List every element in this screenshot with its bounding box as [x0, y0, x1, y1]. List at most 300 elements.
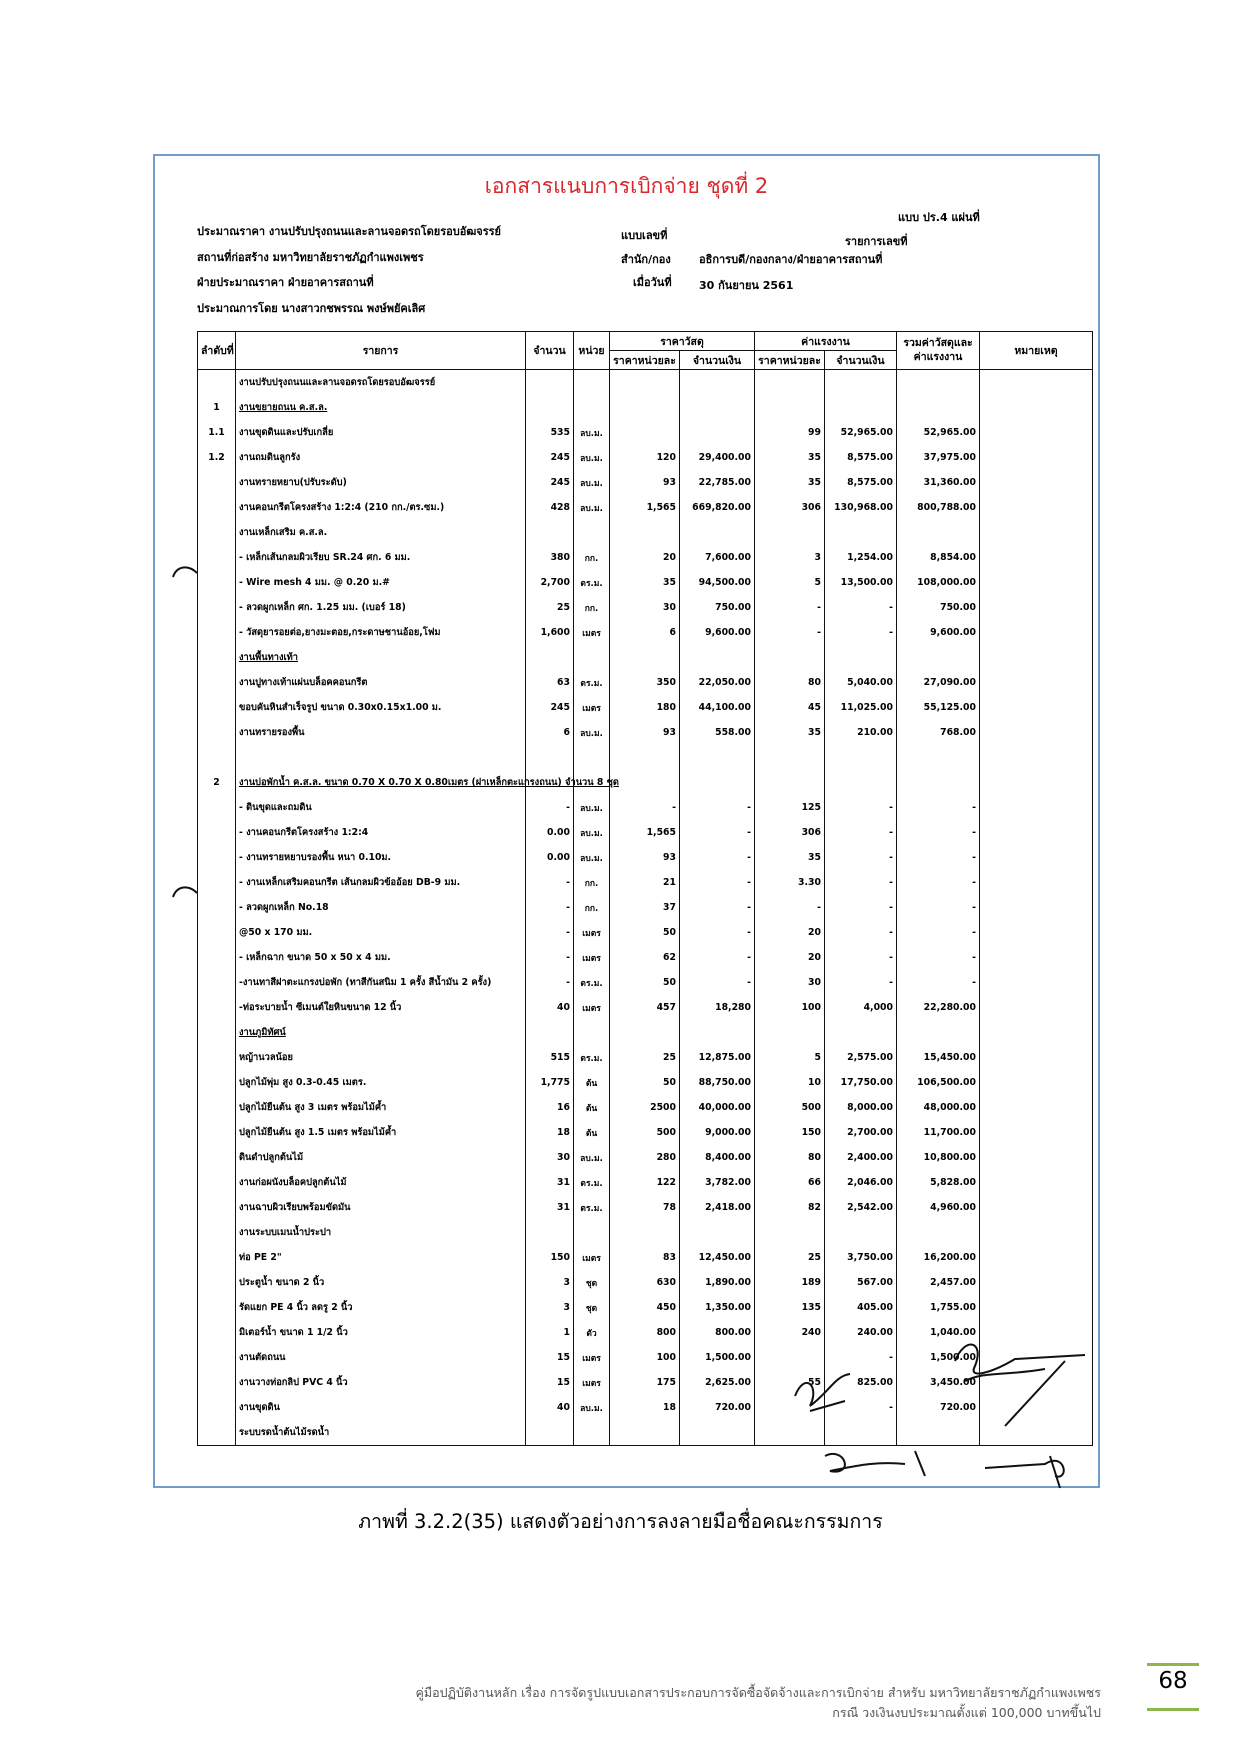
row-unit: ตร.ม.	[574, 1195, 610, 1220]
row-labor-amount: -	[825, 620, 897, 645]
row-material-unit-price	[610, 370, 680, 396]
row-remark	[980, 695, 1093, 720]
row-material-amount: 22,785.00	[680, 470, 755, 495]
col-header-labor-unit-price: ราคาหน่วยละ	[755, 351, 825, 370]
row-remark	[980, 1045, 1093, 1070]
row-number	[198, 1045, 236, 1070]
row-remark	[980, 420, 1093, 445]
row-number	[198, 845, 236, 870]
row-unit: ชุด	[574, 1270, 610, 1295]
row-remark	[980, 920, 1093, 945]
row-material-unit-price: 6	[610, 620, 680, 645]
row-material-unit-price: 2500	[610, 1095, 680, 1120]
row-labor-unit-price: 306	[755, 495, 825, 520]
row-total: -	[897, 945, 980, 970]
table-row	[198, 1170, 1093, 1195]
row-remark	[980, 795, 1093, 820]
row-number: 1.2	[198, 445, 236, 470]
row-material-unit-price: 83	[610, 1245, 680, 1270]
scanned-document-frame	[153, 154, 1100, 1488]
row-remark	[980, 1145, 1093, 1170]
row-unit: เมตร	[574, 695, 610, 720]
row-remark	[980, 1170, 1093, 1195]
item-number-label: รายการเลขที่	[845, 235, 908, 248]
table-row	[198, 595, 1093, 620]
row-material-unit-price	[610, 645, 680, 670]
row-labor-unit-price: 82	[755, 1195, 825, 1220]
row-material-unit-price: 20	[610, 545, 680, 570]
row-labor-unit-price: 10	[755, 1070, 825, 1095]
row-material-unit-price	[610, 1220, 680, 1245]
row-item-description: งานคอนกรีตโครงสร้าง 1:2:4 (210 กก./ตร.ซม.)	[236, 495, 526, 520]
table-row	[198, 1145, 1093, 1170]
table-row	[198, 520, 1093, 545]
row-material-unit-price: 630	[610, 1270, 680, 1295]
row-total: 2,457.00	[897, 1270, 980, 1295]
row-material-amount: 800.00	[680, 1320, 755, 1345]
row-remark	[980, 620, 1093, 645]
page-number-top-rule	[1147, 1663, 1199, 1666]
estimate-department: ฝ่ายประมาณราคา ฝ่ายอาคารสถานที่	[197, 276, 374, 289]
row-item-description: งานปูทางเท้าแผ่นบล็อคคอนกรีต	[236, 670, 526, 695]
row-quantity: 30	[526, 1145, 574, 1170]
row-labor-unit-price: 99	[755, 420, 825, 445]
date-label: เมื่อวันที่	[633, 276, 672, 289]
row-labor-amount: -	[825, 1345, 897, 1370]
row-labor-unit-price: 80	[755, 670, 825, 695]
row-total: 48,000.00	[897, 1095, 980, 1120]
row-number	[198, 1295, 236, 1320]
row-material-unit-price: 93	[610, 470, 680, 495]
row-item-description: - เหล็กฉาก ขนาด 50 x 50 x 4 มม.	[236, 945, 526, 970]
row-unit: ลบ.ม.	[574, 470, 610, 495]
row-labor-amount: -	[825, 1395, 897, 1420]
row-number	[198, 1120, 236, 1145]
row-total: -	[897, 820, 980, 845]
row-total: -	[897, 895, 980, 920]
row-material-amount: 94,500.00	[680, 570, 755, 595]
row-number	[198, 1195, 236, 1220]
row-item-description: - ลวดผูกเหล็ก No.18	[236, 895, 526, 920]
row-number	[198, 745, 236, 770]
row-number	[198, 695, 236, 720]
row-number	[198, 1270, 236, 1295]
row-item-description: ดินดำปลูกต้นไม้	[236, 1145, 526, 1170]
table-row	[198, 1045, 1093, 1070]
row-remark	[980, 870, 1093, 895]
row-remark	[980, 495, 1093, 520]
row-number	[198, 1070, 236, 1095]
row-number	[198, 1095, 236, 1120]
row-number: 2	[198, 770, 236, 795]
row-material-unit-price: 350	[610, 670, 680, 695]
row-labor-unit-price	[755, 645, 825, 670]
row-item-description: งานระบบเมนน้ำประปา	[236, 1220, 526, 1245]
row-material-amount: 9,000.00	[680, 1120, 755, 1145]
row-unit: ต้น	[574, 1120, 610, 1145]
row-remark	[980, 470, 1093, 495]
table-row	[198, 420, 1093, 445]
row-item-description: - ลวดผูกเหล็ก ศก. 1.25 มม. (เบอร์ 18)	[236, 595, 526, 620]
row-labor-unit-price: 35	[755, 720, 825, 745]
row-quantity	[526, 370, 574, 396]
row-number	[198, 795, 236, 820]
row-total: -	[897, 795, 980, 820]
row-labor-unit-price: 135	[755, 1295, 825, 1320]
row-labor-unit-price: 20	[755, 920, 825, 945]
row-material-unit-price: 35	[610, 570, 680, 595]
row-labor-unit-price: 100	[755, 995, 825, 1020]
row-material-unit-price: 280	[610, 1145, 680, 1170]
row-quantity: 6	[526, 720, 574, 745]
row-number	[198, 820, 236, 845]
row-quantity: 2,700	[526, 570, 574, 595]
row-material-amount: 44,100.00	[680, 695, 755, 720]
row-remark	[980, 745, 1093, 770]
row-unit	[574, 370, 610, 396]
row-quantity: 428	[526, 495, 574, 520]
row-quantity: 40	[526, 1395, 574, 1420]
table-row	[198, 1295, 1093, 1320]
row-labor-unit-price	[755, 1420, 825, 1446]
row-item-description: งานขุดดิน	[236, 1395, 526, 1420]
row-number	[198, 970, 236, 995]
row-unit	[574, 745, 610, 770]
row-unit: ตัว	[574, 1320, 610, 1345]
row-labor-unit-price: 55	[755, 1370, 825, 1395]
row-material-amount: 22,050.00	[680, 670, 755, 695]
row-labor-unit-price: 30	[755, 970, 825, 995]
row-unit	[574, 645, 610, 670]
row-quantity: 31	[526, 1170, 574, 1195]
row-unit: เมตร	[574, 1245, 610, 1270]
row-remark	[980, 820, 1093, 845]
row-number	[198, 1420, 236, 1446]
row-material-unit-price: -	[610, 795, 680, 820]
row-material-amount: 1,500.00	[680, 1345, 755, 1370]
row-total: 8,854.00	[897, 545, 980, 570]
row-labor-amount: 11,025.00	[825, 695, 897, 720]
row-quantity	[526, 395, 574, 420]
row-quantity: 0.00	[526, 845, 574, 870]
row-remark	[980, 520, 1093, 545]
row-material-unit-price: 175	[610, 1370, 680, 1395]
row-quantity: -	[526, 970, 574, 995]
row-labor-amount	[825, 1220, 897, 1245]
row-material-amount: 720.00	[680, 1395, 755, 1420]
col-header-remark: หมายเหตุ	[980, 332, 1093, 370]
row-quantity: 3	[526, 1270, 574, 1295]
row-material-unit-price	[610, 420, 680, 445]
row-material-amount: -	[680, 895, 755, 920]
row-material-unit-price	[610, 395, 680, 420]
date-value: 30 กันยายน 2561	[699, 279, 794, 292]
footer-line-2: กรณี วงเงินงบประมาณตั้งแต่ 100,000 บาทขึ้นไป	[832, 1705, 1101, 1720]
row-labor-amount	[825, 520, 897, 545]
row-material-amount: -	[680, 970, 755, 995]
row-number	[198, 1170, 236, 1195]
row-material-unit-price: 62	[610, 945, 680, 970]
row-labor-amount: 13,500.00	[825, 570, 897, 595]
row-item-description: - เหล็กเส้นกลมผิวเรียบ SR.24 ศก. 6 มม.	[236, 545, 526, 570]
row-item-description: งานภูมิทัศน์	[236, 1020, 526, 1045]
table-row	[198, 820, 1093, 845]
table-row	[198, 1195, 1093, 1220]
row-item-description: @50 x 170 มม.	[236, 920, 526, 945]
row-number	[198, 645, 236, 670]
row-unit: ลบ.ม.	[574, 795, 610, 820]
row-labor-unit-price: 3.30	[755, 870, 825, 895]
row-number	[198, 670, 236, 695]
row-total	[897, 645, 980, 670]
row-material-unit-price: 50	[610, 920, 680, 945]
row-material-amount: 2,418.00	[680, 1195, 755, 1220]
row-labor-amount: -	[825, 820, 897, 845]
row-material-amount	[680, 645, 755, 670]
col-header-material: ราคาวัสดุ	[610, 332, 755, 351]
row-item-description: งานพื้นทางเท้า	[236, 645, 526, 670]
row-total	[897, 520, 980, 545]
row-quantity	[526, 1220, 574, 1245]
row-total	[897, 1220, 980, 1245]
row-number: 1	[198, 395, 236, 420]
row-total: 750.00	[897, 595, 980, 620]
row-item-description: - ดินขุดและถมดิน	[236, 795, 526, 820]
row-material-unit-price: 1,565	[610, 820, 680, 845]
row-labor-amount	[825, 645, 897, 670]
row-material-amount	[680, 770, 755, 795]
row-number	[198, 1345, 236, 1370]
table-row	[198, 995, 1093, 1020]
row-total: 11,700.00	[897, 1120, 980, 1145]
row-labor-amount: 8,000.00	[825, 1095, 897, 1120]
row-total: 768.00	[897, 720, 980, 745]
row-labor-unit-price: 240	[755, 1320, 825, 1345]
row-labor-unit-price: 306	[755, 820, 825, 845]
row-total: 9,600.00	[897, 620, 980, 645]
table-row	[198, 645, 1093, 670]
table-row	[198, 370, 1093, 396]
row-labor-amount: -	[825, 845, 897, 870]
row-unit: ลบ.ม.	[574, 1145, 610, 1170]
row-item-description: ระบบรดน้ำต้นไม้รดน้ำ	[236, 1420, 526, 1446]
row-material-amount: 40,000.00	[680, 1095, 755, 1120]
row-total: 15,450.00	[897, 1045, 980, 1070]
bill-of-quantities-table	[197, 331, 1093, 1446]
col-header-qty: จำนวน	[526, 332, 574, 370]
row-remark	[980, 845, 1093, 870]
page-number-bottom-rule	[1147, 1708, 1199, 1711]
row-item-description: ขอบคันหินสำเร็จรูป ขนาด 0.30x0.15x1.00 ม.	[236, 695, 526, 720]
row-material-unit-price: 78	[610, 1195, 680, 1220]
row-quantity: 40	[526, 995, 574, 1020]
row-number	[198, 945, 236, 970]
row-remark	[980, 1245, 1093, 1270]
row-unit	[574, 395, 610, 420]
row-remark	[980, 1120, 1093, 1145]
row-remark	[980, 670, 1093, 695]
row-labor-amount: -	[825, 945, 897, 970]
row-material-amount: 558.00	[680, 720, 755, 745]
row-material-unit-price	[610, 1420, 680, 1446]
row-labor-unit-price: 35	[755, 445, 825, 470]
row-unit: เมตร	[574, 945, 610, 970]
row-quantity: 18	[526, 1120, 574, 1145]
row-material-amount	[680, 1420, 755, 1446]
row-quantity: 1,775	[526, 1070, 574, 1095]
row-item-description: ประตูน้ำ ขนาด 2 นิ้ว	[236, 1270, 526, 1295]
row-quantity: 380	[526, 545, 574, 570]
row-item-description: -ท่อระบายน้ำ ซีเมนต์ใยหินขนาด 12 นิ้ว	[236, 995, 526, 1020]
row-item-description: งานขุดดินและปรับเกลี่ย	[236, 420, 526, 445]
row-total: 1,500.00	[897, 1345, 980, 1370]
row-material-amount: 7,600.00	[680, 545, 755, 570]
row-item-description: มิเตอร์น้ำ ขนาด 1 1/2 นิ้ว	[236, 1320, 526, 1345]
row-number	[198, 570, 236, 595]
row-item-description: - งานเหล็กเสริมคอนกรีต เส้นกลมผิวข้ออ้อย DB-9 มม.	[236, 870, 526, 895]
row-total: 27,090.00	[897, 670, 980, 695]
row-number	[198, 1370, 236, 1395]
row-unit: ชุด	[574, 1295, 610, 1320]
row-unit: ต้น	[574, 1070, 610, 1095]
signature-mark-1	[171, 563, 201, 581]
row-quantity	[526, 520, 574, 545]
row-item-description: หญ้านวลน้อย	[236, 1045, 526, 1070]
row-unit: ลบ.ม.	[574, 1395, 610, 1420]
row-labor-amount: 130,968.00	[825, 495, 897, 520]
row-quantity: -	[526, 870, 574, 895]
row-material-unit-price	[610, 770, 680, 795]
row-material-amount: 9,600.00	[680, 620, 755, 645]
row-material-unit-price: 800	[610, 1320, 680, 1345]
row-material-unit-price: 500	[610, 1120, 680, 1145]
row-unit	[574, 1220, 610, 1245]
row-total: 108,000.00	[897, 570, 980, 595]
row-labor-unit-price: 25	[755, 1245, 825, 1270]
row-remark	[980, 1070, 1093, 1095]
row-labor-unit-price: 5	[755, 570, 825, 595]
row-labor-amount: 3,750.00	[825, 1245, 897, 1270]
row-labor-unit-price	[755, 1220, 825, 1245]
row-labor-amount: 210.00	[825, 720, 897, 745]
row-remark	[980, 370, 1093, 396]
table-row	[198, 845, 1093, 870]
row-labor-unit-price: 66	[755, 1170, 825, 1195]
row-number	[198, 1020, 236, 1045]
row-item-description: -งานทาสีฝาตะแกรงบ่อพัก (ทาสีกันสนิม 1 ครั้ง สีน้ำมัน 2 ครั้ง)	[236, 970, 526, 995]
row-labor-unit-price: 189	[755, 1270, 825, 1295]
row-material-unit-price: 122	[610, 1170, 680, 1195]
row-item-description: งานเหล็กเสริม ค.ส.ล.	[236, 520, 526, 545]
row-remark	[980, 570, 1093, 595]
construction-site: สถานที่ก่อสร้าง มหาวิทยาลัยราชภัฏกำแพงเพชร	[197, 251, 424, 264]
figure-caption: ภาพที่ 3.2.2(35) แสดงตัวอย่างการลงลายมือชื่อคณะกรรมการ	[358, 1510, 883, 1533]
row-labor-amount: 2,046.00	[825, 1170, 897, 1195]
row-unit: ลบ.ม.	[574, 495, 610, 520]
row-unit: เมตร	[574, 1370, 610, 1395]
estimate-title: ประมาณราคา งานปรับปรุงถนนและลานจอดรถโดยรอบอัฒจรรย์	[197, 225, 501, 238]
row-quantity: 31	[526, 1195, 574, 1220]
row-item-description	[236, 745, 526, 770]
col-header-unit: หน่วย	[574, 332, 610, 370]
row-quantity	[526, 745, 574, 770]
row-total: 55,125.00	[897, 695, 980, 720]
row-material-amount: 18,280	[680, 995, 755, 1020]
row-unit: กก.	[574, 895, 610, 920]
document-title: เอกสารแนบการเบิกจ่าย ชุดที่ 2	[484, 174, 769, 198]
row-number: 1.1	[198, 420, 236, 445]
row-labor-unit-price: 3	[755, 545, 825, 570]
row-material-unit-price: 25	[610, 1045, 680, 1070]
row-total	[897, 1020, 980, 1045]
row-number	[198, 620, 236, 645]
row-quantity: 1,600	[526, 620, 574, 645]
row-labor-amount: 4,000	[825, 995, 897, 1020]
row-remark	[980, 595, 1093, 620]
row-quantity	[526, 1420, 574, 1446]
row-unit: ตร.ม.	[574, 970, 610, 995]
row-total: -	[897, 845, 980, 870]
row-item-description: - งานทรายหยาบรองพื้น หนา 0.10ม.	[236, 845, 526, 870]
estimator-name: ประมาณการโดย นางสาวกชพรรณ พงษ์พยัคเลิศ	[197, 302, 426, 315]
row-number	[198, 595, 236, 620]
table-row	[198, 720, 1093, 745]
row-total: 31,360.00	[897, 470, 980, 495]
row-number	[198, 1245, 236, 1270]
row-remark	[980, 1020, 1093, 1045]
row-labor-amount: 825.00	[825, 1370, 897, 1395]
row-total: -	[897, 920, 980, 945]
footer-line-1: คู่มือปฏิบัติงานหลัก เรื่อง การจัดรูปแบบเอกสารประกอบการจัดซื้อจัดจ้างและการเบิกจ่าย สำหรับ มหาวิทยาลัยราชภัฏกำแพงเพชร	[415, 1685, 1101, 1700]
row-remark	[980, 645, 1093, 670]
row-material-amount: -	[680, 920, 755, 945]
row-material-unit-price: 93	[610, 845, 680, 870]
row-unit	[574, 520, 610, 545]
row-labor-unit-price	[755, 520, 825, 545]
row-material-amount: 8,400.00	[680, 1145, 755, 1170]
committee-signature-bottom	[815, 1446, 1085, 1491]
row-material-unit-price: 120	[610, 445, 680, 470]
row-labor-unit-price	[755, 745, 825, 770]
table-row	[198, 670, 1093, 695]
row-unit: ลบ.ม.	[574, 845, 610, 870]
row-item-description: งานวางท่อกลิป PVC 4 นิ้ว	[236, 1370, 526, 1395]
row-total	[897, 370, 980, 396]
row-labor-amount: 2,575.00	[825, 1045, 897, 1070]
col-header-no: ลำดับที่	[198, 332, 236, 370]
col-header-material-unit-price: ราคาหน่วยละ	[610, 351, 680, 370]
row-material-amount: 1,890.00	[680, 1270, 755, 1295]
row-quantity	[526, 1020, 574, 1045]
row-labor-unit-price: 500	[755, 1095, 825, 1120]
row-labor-amount: 8,575.00	[825, 470, 897, 495]
row-total: 22,280.00	[897, 995, 980, 1020]
row-material-unit-price: 21	[610, 870, 680, 895]
row-quantity: 0.00	[526, 820, 574, 845]
row-material-unit-price: 50	[610, 970, 680, 995]
row-total: 52,965.00	[897, 420, 980, 445]
table-row	[198, 920, 1093, 945]
row-labor-amount: -	[825, 895, 897, 920]
row-material-amount: 12,450.00	[680, 1245, 755, 1270]
row-number	[198, 545, 236, 570]
row-quantity: 16	[526, 1095, 574, 1120]
table-row	[198, 795, 1093, 820]
row-unit: ลบ.ม.	[574, 420, 610, 445]
col-header-labor-amount: จำนวนเงิน	[825, 351, 897, 370]
row-labor-amount: -	[825, 870, 897, 895]
row-remark	[980, 445, 1093, 470]
